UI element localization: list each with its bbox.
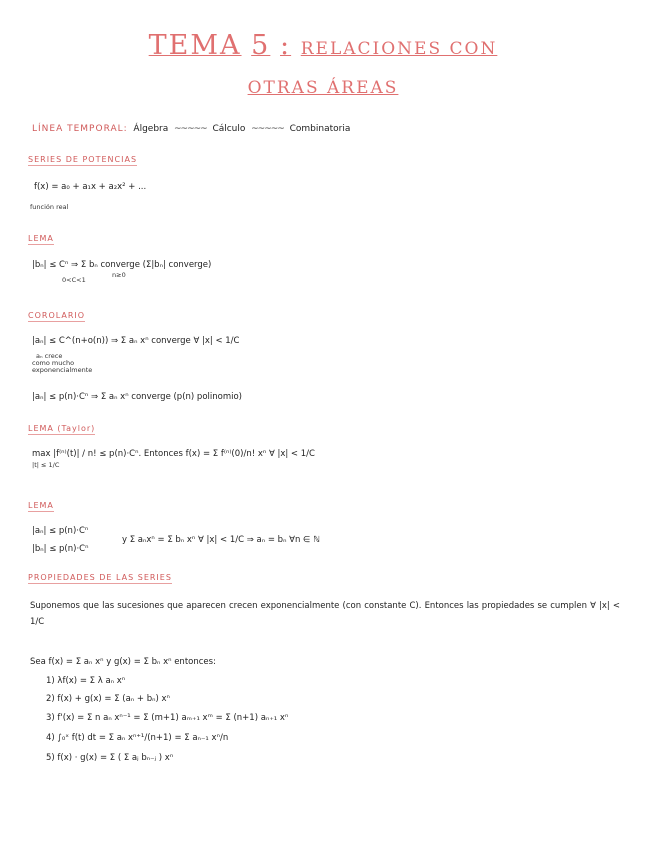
propiedad-4: 4) ∫₀ˣ f(t) dt = Σ aₙ xⁿ⁺¹/(n+1) = Σ aₙ₋₁ xⁿ/n (46, 733, 229, 743)
corolario-note-3: exponencialmente (32, 366, 93, 374)
corolario-formula-2: |aₙ| ≤ p(n)·Cⁿ ⇒ Σ aₙ xⁿ converge (p(n) polinomio) (32, 392, 242, 402)
title-prefix: TEMA (148, 30, 242, 61)
series-note: función real (30, 203, 69, 211)
heading-lema-1: LEMA (28, 234, 54, 243)
lema2-rest: y Σ aₙxⁿ = Σ bₙ xⁿ ∀ |x| < 1/C ⇒ aₙ = bₙ ∀n ∈ ℕ (122, 535, 320, 545)
heading-series-potencias: SERIES DE POTENCIAS (28, 155, 138, 164)
timeline (32, 124, 350, 134)
title-colon: : (280, 30, 292, 61)
title-rest: RELACIONES CON (300, 39, 498, 59)
lema1-sub: n≥0 (112, 271, 126, 279)
heading-lema-taylor: LEMA (Taylor) (28, 424, 96, 433)
timeline-label: LÍNEA TEMPORAL: (32, 124, 128, 134)
corolario-note-2: como mucho (32, 359, 75, 367)
title-number: 5 (251, 30, 271, 61)
heading-lema-2: LEMA (28, 501, 54, 510)
lema2-line-1: |aₙ| ≤ p(n)·Cⁿ (32, 526, 89, 536)
propiedad-2: 2) f(x) + g(x) = Σ (aₙ + bₙ) xⁿ (46, 694, 170, 704)
lema1-formula: |bₙ| ≤ Cⁿ ⇒ Σ bₙ converge (Σ|bₙ| converge) (32, 260, 212, 270)
timeline-item-algebra: Álgebra (133, 124, 169, 134)
timeline-item-combinatoria: Combinatoria (289, 124, 351, 134)
timeline-item-calculo: Cálculo (212, 124, 246, 134)
corolario-note-1: aₙ crece (36, 352, 63, 360)
corolario-formula-1: |aₙ| ≤ C^(n+o(n)) ⇒ Σ aₙ xⁿ converge ∀ |x| < 1/C (32, 336, 240, 346)
lema1-note: 0<C<1 (62, 276, 86, 284)
title-line-2: OTRAS ÁREAS (247, 78, 399, 98)
propiedades-paragraph: Suponemos que las sucesiones que aparecen crecen exponencialmente (con constante C). Entonces las propiedades se cumplen ∀ |x| < 1/C (30, 601, 620, 627)
timeline-wave-1: ~~~~~ (173, 124, 207, 134)
taylor-sub: |t| ≤ 1/C (32, 461, 60, 469)
propiedad-3: 3) f'(x) = Σ n aₙ xⁿ⁻¹ = Σ (m+1) aₘ₊₁ xᵐ = Σ (n+1) aₙ₊₁ xⁿ (46, 713, 289, 723)
timeline-wave-2: ~~~~~ (251, 124, 284, 134)
taylor-formula: max |f⁽ⁿ⁾(t)| / n! ≤ p(n)·Cⁿ. Entonces f(x) = Σ f⁽ⁿ⁾(0)/n! xⁿ ∀ |x| < 1/C (32, 449, 315, 459)
propiedad-1: 1) λf(x) = Σ λ aₙ xⁿ (46, 676, 126, 686)
lema2-line-2: |bₙ| ≤ p(n)·Cⁿ (32, 544, 89, 554)
heading-corolario: COROLARIO (28, 311, 86, 320)
heading-propiedades: PROPIEDADES DE LAS SERIES (28, 573, 172, 582)
series-formula: f(x) = a₀ + a₁x + a₂x² + ... (34, 182, 147, 192)
propiedades-intro: Sea f(x) = Σ aₙ xⁿ y g(x) = Σ bₙ xⁿ entonces: (30, 657, 216, 667)
propiedad-5: 5) f(x) · g(x) = Σ ( Σ aⱼ bₙ₋ⱼ ) xⁿ (46, 753, 174, 763)
title-line-1 (0, 30, 646, 61)
